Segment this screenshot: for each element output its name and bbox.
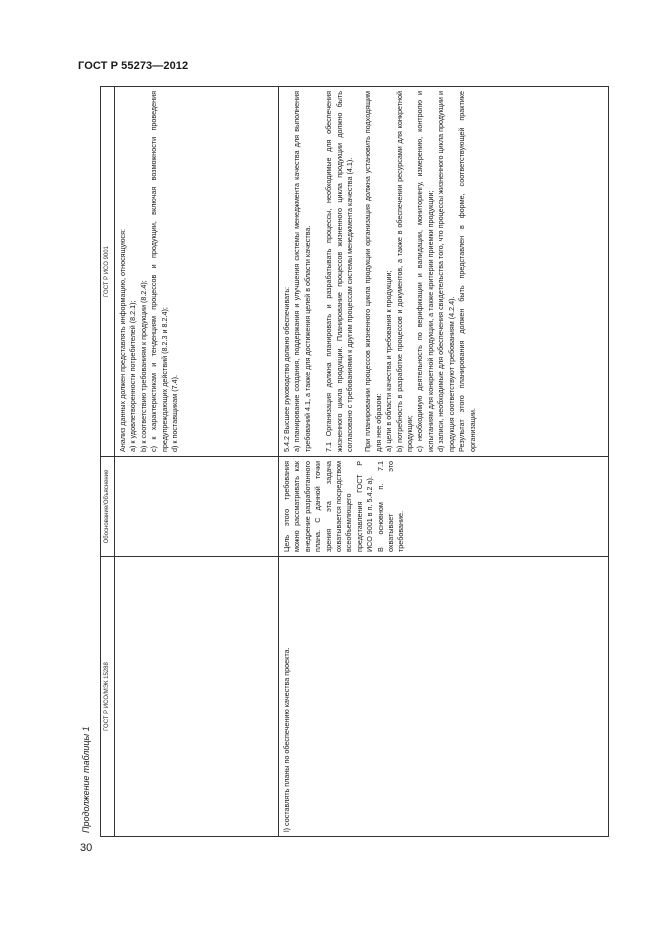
column-header-rationale: Обоснование/Объяснение [101,457,115,557]
analysis-item-a: а) к удовлетворенности потребителей (8.2.1); [128,300,138,452]
column-header-iso-15288: ГОСТ Р ИСО/МЭК 15288 [101,557,115,837]
table-row [115,87,279,837]
row1-col1-cell [115,557,279,837]
analysis-item-c: с) к характеристикам и тенденциям процессов и продукции, включая возможности проведения предупреждающих действий (8.2.3 и 8.2.4); [149,91,169,452]
row1-col2-cell [115,457,279,557]
clause-7-1-item-c: с) необходимую деятельность по верификации и валидации, мониторингу, измерению, контролю и испытаниям для конкретной продукции, а также критерии приемки продукции; [415,91,435,452]
clause-7-1-item-a: а) цели в области качества и требования к продукции; [384,270,394,452]
clause-7-1-block [324,91,478,452]
rationale-paragraph-1: Цель этого требования можно рассматривать как внедрение разработанного плана. С данной точки зрения эта задача охватывается посредством всеобъемлющего представления ГОСТ Р ИСО 9001 в п. 5.4.2 a). [282,461,375,552]
comparison-table [100,86,609,837]
column-header-iso-9001: ГОСТ Р ИСО 9001 [101,87,115,457]
row2-col2-cell [279,457,609,557]
requirement-text: l) составлять планы по обеспечению качества проекта. [282,647,291,832]
continuation-label: Продолжение таблицы 1 [81,726,91,833]
analysis-item-d: d) к поставщикам (7.4). [170,375,180,452]
table-row [279,87,609,837]
clause-7-1-item-b: b) потребность в разработке процессов и документов, а также в обеспечении ресурсами для конкретной продукции; [394,91,415,452]
paragraph-spacer [355,91,363,452]
row2-col3-cell [279,87,609,457]
clause-7-1-planning: При планировании процессов жизненного цикла продукции организация должна установить подходящим для нее образом: [363,91,383,452]
clause-5-4-2-block [282,91,313,452]
block-spacer [316,91,324,452]
analysis-intro: Анализ данных должен представлять информацию, относящуюся: [118,228,127,452]
row2-col1-cell [279,557,609,837]
analysis-item-b: b) к соответствию требованиям к продукции (8.2.4); [138,280,148,452]
row1-col3-cell [115,87,279,457]
clause-5-4-2-title: 5.4.2 Высшее руководство должно обеспечивать: [282,286,291,452]
clause-5-4-2-item-a: а) планирование создания, поддержания и улучшения системы менеджмента качества для выполнения требований 4.1, а также для достижения целей в области качества. [292,91,312,452]
document-header: ГОСТ Р 55273—2012 [78,60,189,72]
rotated-table-region [79,87,609,837]
clause-7-1-result: Результат этого планирования должен быть представлен в форме, соответствующей практике организации. [457,91,477,452]
landscape-page-content [79,87,609,837]
clause-7-1-intro: 7.1 Организация должна планировать и разрабатывать процессы, необходимые для обеспечения жизненного цикла продукции. Планирование процессов жизненного цикла продукции должно быть согласовано с требованиями к другим процессам системы менеджмента качества (4.1). [324,91,355,452]
page-number: 30 [80,842,93,854]
rationale-paragraph-2: В основном п. 7.1 охватывает это требование. [375,461,406,552]
table-header-row [101,87,115,837]
clause-7-1-item-d: d) записи, необходимые для обеспечения свидетельства того, что процессы жизненного цикла продукции и продукция соответствуют требованиям (4.2.4). [436,91,456,452]
